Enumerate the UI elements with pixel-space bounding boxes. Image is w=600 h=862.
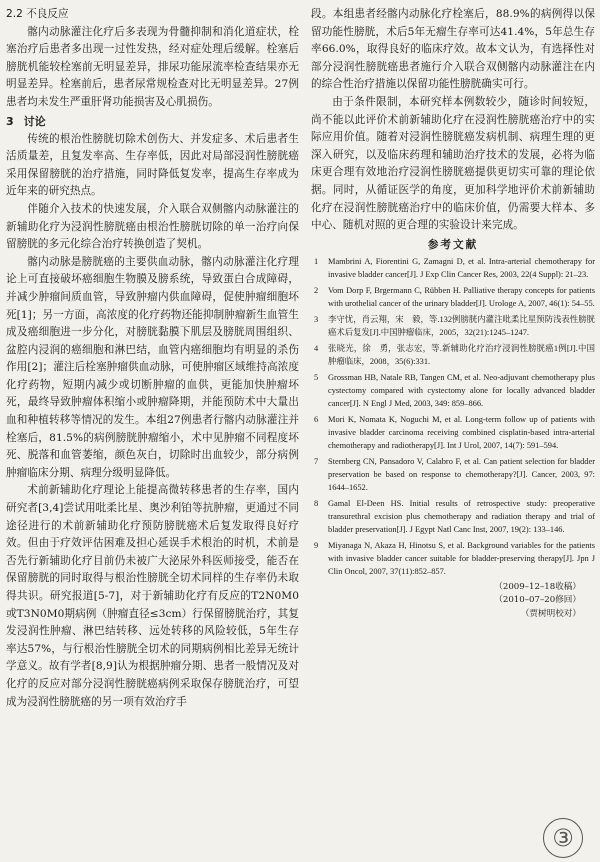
reference-number: 8 [314, 498, 319, 508]
reference-item [311, 313, 595, 339]
reference-text: 张晓光，徐 勇，张志宏，等.新辅助化疗治疗浸润性膀胱癌1例[J].中国肿瘤临床，2008，35(6):331. [328, 343, 595, 366]
reference-number: 2 [314, 285, 319, 295]
reference-item [311, 284, 595, 310]
reference-number: 3 [314, 314, 319, 324]
limitations-paragraph: 由于条件限制，本研究样本例数较少，随诊时间较短，尚不能以此评价术前新辅助化疗在浸润性膀胱癌治疗中的实际应用价值。随着对浸润性膀胱癌发病机制、病理生理的更深入研究，以及临床药理和辅助治疗技术的发展，必将为临床更合理有效地治疗浸润性膀胱癌提供更切实可靠的理论依据。同时，从循证医学的角度，更加科学地评价术前新辅助化疗在浸润性膀胱癌治疗中的临床价值，仍需要大样本、多中心、随机对照的更合理的实验设计来完成。 [311, 95, 595, 232]
reference-number: 6 [314, 414, 319, 424]
reference-number: 9 [314, 540, 319, 550]
reference-number: 4 [314, 343, 319, 353]
reference-item [311, 255, 595, 281]
continued-paragraph: 段。本组患者经髂内动脉化疗栓塞后，88.9%的病例得以保留功能性膀胱，术后5年无瘤生存率可达41.4%，5年总生存率66.0%，取得良好的临床疗效。故本文认为，有选择性对部分浸润性膀胱癌患者施行介入联合双侧髂内动脉灌注在内的综合性治疗措施以保留功能性膀胱确实可行。 [311, 8, 595, 91]
reference-number: 7 [314, 456, 319, 466]
reference-item [311, 413, 595, 452]
revised-date: （2010–07–20修回） [494, 595, 581, 606]
references-title: 参考文献 [427, 238, 479, 251]
reference-text: Vom Dorp F, Brgermann C, Rübben H. Palliative therapy concepts for patients with urothelial cancer of the urinary bladder[J]. Urologe A, 2007, 46(1): 54–55. [328, 285, 595, 308]
reference-item [311, 455, 595, 494]
subsection-title: 2.2 不良反应 [6, 8, 69, 20]
reference-text: Grossman HB, Natale RB, Tangen CM, et al. Neo-adjuvant chemotherapy plus cystectomy compared with cystectomy alone for locally advanced bladder cancer[J]. N Engl J Med, 2003, 349: 859–866. [328, 372, 595, 408]
received-date: （2009–12–18收稿） [494, 581, 581, 592]
reference-item [311, 497, 595, 536]
reference-number: 5 [314, 372, 319, 382]
discussion-paragraph-2: 伴随介入技术的快速发展，介入联合双侧髂内动脉灌注的新辅助化疗为浸润性膀胱癌由根治性膀胱切除的单一治疗向保留膀胱的多元化综合治疗转换创造了契机。 [6, 202, 299, 251]
reference-item [311, 342, 595, 368]
left-column [6, 6, 299, 711]
proofreader: （贾树明校对） [520, 608, 581, 619]
discussion-paragraph-3: 髂内动脉是膀胱癌的主要供血动脉，髂内动脉灌注化疗理论上可直接破坏癌细胞生物膜及膀系统，导致蛋白合成障碍，并减少肿瘤间质血管，导致肿瘤内供血障碍，促使肿瘤细胞坏死[1]；另一方面，高浓度的化疗药物还能抑制肿瘤新生血管生成及癌细胞进一步分化，对膀胱黏膜下肌层及膀胱周围组织、盆腔内浸润的癌细胞和淋巴结，血管内癌细胞均有明显的杀伤作用[2]；灌注后栓塞肿瘤供血动脉，可使肿瘤区域维持高浓度化疗药物，短期内减少或切断肿瘤的血供，更能加快肿瘤坏死，最终导致肿瘤体积缩小或肿瘤降期，并能预防术中大量出血和种植转移等情况的发生。本组27例患者行髂内动脉灌注并栓塞后，81.5%的病例膀胱肿瘤缩小，术中见肿瘤不同程度坏死、脱落和血管萎缩，颜色灰白，切除时出血较少，部分病例肿瘤临床分期、病理分级明显降低。 [6, 255, 299, 479]
adverse-reactions-paragraph: 髂内动脉灌注化疗后多表现为骨髓抑制和消化道症状，栓塞治疗后患者多出现一过性发热，经对症处理后缓解。栓塞后膀胱机能较栓塞前无明显差异，排尿功能尿流率检查结果亦无明显差异。栓塞前后，患者尿常规检查对比无明显差异。27例患者均未发生严重肝肾功能损害及心肌损伤。 [6, 25, 299, 108]
reference-item [311, 371, 595, 410]
right-column [311, 6, 595, 621]
reference-number: 1 [314, 256, 319, 266]
reference-text: Mambrini A, Fiorentini G, Zamagni D, et al. Intra-arterial chemotherapy for invasive bladder cancer[J]. J Exp Clin Cancer Res, 2003, 22(4 Suppl): 21–23. [328, 256, 595, 279]
reference-text: Sternberg CN, Pansadoro V, Calabro F, et al. Can patient selection for bladder preservation be based on response to chemotherapy?[J]. Cancer, 2003, 97: 1644–1652. [328, 456, 595, 492]
section-heading [6, 112, 299, 131]
reference-item [311, 539, 595, 578]
reference-text: Miyanaga N, Akaza H, Hinotsu S, et al. Background variables for the patients with invasive bladder cancer suitable for bladder-preserving therapy[J]. Jpn J Clin Oncol, 2007, 37(11):852–857. [328, 540, 595, 576]
discussion-paragraph-1: 传统的根治性膀胱切除术创伤大、并发症多、术后患者生活质量差，且复发率高、生存率低，因此对局部浸润性膀胱癌采用保留膀胱的治疗措施，同时降低复发率，提高生存率成为近年来的研究热点。 [6, 132, 299, 198]
reference-text: 李守忧，肖云翔，宋 毅，等.132例膀胱内灌注吡柔比星预防浅表性膀胱癌术后复发[J].中国肿瘤临床，2005，32(21):1245–1247. [328, 314, 595, 337]
reference-text: Gamal El-Deen HS. Initial results of retrospective study: preoperative transurethral excision plus chemotherapy and radiation therapy and trial of bladder preservation[J]. J Egypt Natl Canc Inst, 2007, 19(2): 133–146. [328, 498, 595, 534]
page-number-badge: ③ [543, 818, 583, 858]
section-number: 3 [6, 114, 14, 128]
reference-text: Mori K, Nomata K, Noguchi M, et al. Long-term follow up of patients with invasive bladder carcinoma receiving combined cisplatin-based intra-arterial chemotherapy and radiotherapy[J]. Int J Urol, 2007, 14(7): 591–594. [328, 414, 595, 450]
section-title: 讨论 [23, 114, 46, 128]
discussion-paragraph-4: 术前新辅助化疗理论上能提高微转移患者的生存率，国内研究者[3,4]尝试用吡柔比星、奥沙利铂等抗肿瘤，更通过不同途径进行的术前新辅助化疗预防膀胱癌术后复发取得良好疗效。但由于疗效评估困难及担心延误手术根治的时机，术前是否先行新辅助化疗目前仍未被广大泌尿外科医师接受，能否在保留膀胱的同时取得与根治性膀胱全切术同样的生存率仍未取得共识。研究报道[5-7]，对于新辅助化疗有反应的T2N0M0或T3N0M0期病例（肿瘤直径≤3cm）行保留膀胱治疗，其复发浸润性肿瘤、淋巴结转移、远处转移的风险较低，5年生存率达57%，与行根治性膀胱全切术的同期病例相比差异无统计学意义。故有学者[8,9]认为根据肿瘤分期、患者一般情况及对化疗的反应对部分浸润性膀胱癌病例采取保存膀胱治疗，可望成为浸润性膀胱癌的另一项有效治疗手 [6, 484, 299, 708]
